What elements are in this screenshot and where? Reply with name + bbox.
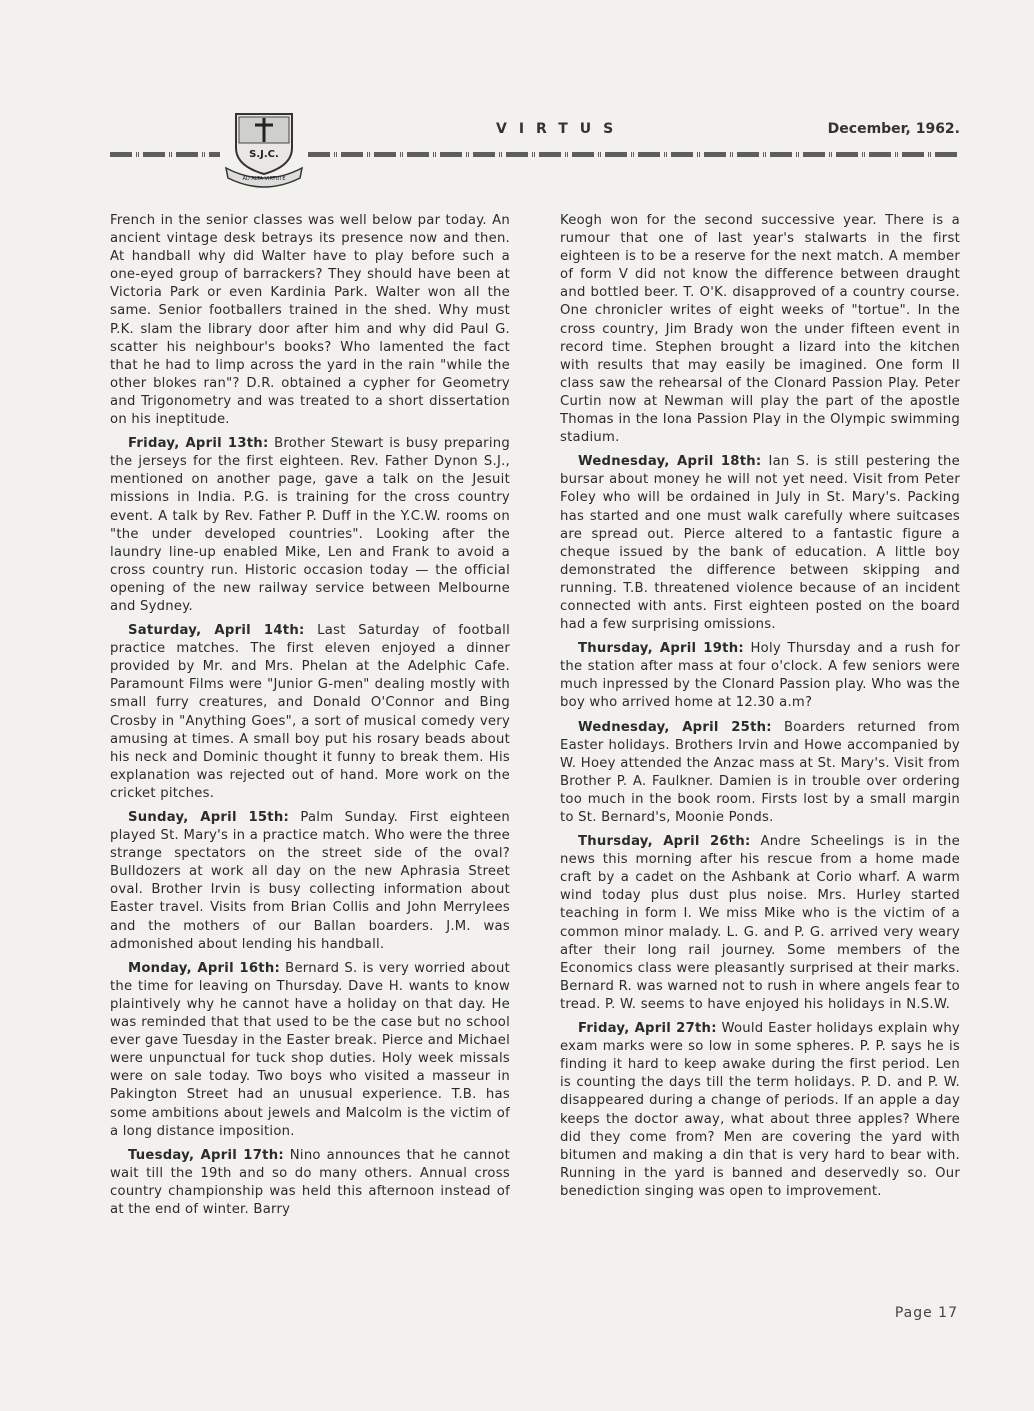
entry-text: Holy Thursday and a rush for the station after mass at four o'clock. A few seniors were much inpressed by the Clonard Passion play. Who was the boy who arrived home at 12.30 a.m?: [560, 641, 960, 711]
left-column: [110, 212, 510, 1225]
diary-entry: [110, 809, 510, 954]
entry-date: Friday, April 13th:: [128, 436, 269, 452]
entry-date: Thursday, April 19th:: [578, 641, 744, 657]
entry-date: Friday, April 27th:: [578, 1021, 717, 1037]
diary-entry: [110, 1147, 510, 1219]
header-rule-right: [308, 152, 960, 157]
entry-date: Thursday, April 26th:: [578, 834, 751, 850]
publication-title: VIRTUS: [496, 121, 626, 137]
crest-initials: S.J.C.: [249, 149, 279, 160]
entry-text: Brother Stewart is busy preparing the jerseys for the first eighteen. Rev. Father Dynon S.J., mentioned on another page, gave a talk on the Jesuit missions in India. P.G. is training for the cross country event. A talk by Rev. Father P. Duff in the Y.C.W. rooms on "the under developed countries". Looking after the laundry line-up enabled Mike, Len and Frank to avoid a cross country run. Historic occasion today — the official opening of the new railway service between Melbourne and Sydney.: [110, 436, 510, 614]
entry-text: Nino announces that he cannot wait till the 19th and so do many others. Annual cross country championship was held this afternoon instead of at the end of winter. Barry: [110, 1147, 510, 1217]
school-crest-icon: [222, 108, 306, 188]
entry-text: Bernard S. is very worried about the time for leaving on Thursday. Dave H. wants to know plaintively why he cannot have a holiday on that day. He was reminded that that used to be the case but no school ever gave Tuesday in the Easter break. Pierce and Michael were unpunctual for tuck shop duties. Holy week missals were on sale today. Two boys who visited a masseur in Pakington Street had an unusual experience. T.B. has some ambitions about jewels and Malcolm is the victim of a long distance imposition.: [110, 960, 510, 1139]
entry-text: Boarders returned from Easter holidays. Brothers Irvin and Howe accompanied by W. Hoey attended the Anzac mass at St. Mary's. Visit from Brother P. A. Faulkner. Damien is in trouble over ordering too much in the book room. Firsts lost by a small margin to St. Bernard's, Moonie Ponds.: [560, 719, 960, 825]
issue-date: December, 1962.: [827, 121, 960, 137]
entry-date: Sunday, April 15th:: [128, 810, 290, 825]
entry-date: Wednesday, April 18th:: [578, 454, 762, 470]
diary-entry: [560, 453, 960, 634]
entry-text: Ian S. is still pestering the bursar about money he will not yet need. Visit from Peter Foley who will be ordained in July in St. Mary's. Packing has started and one must walk carefully where suitcases are spread out. Pierce altered to a fantastic figure a cheque issued by the bank of education. A little boy demonstrated the difference between skipping and running. T.B. threatened violence because of an incident connected with ants. First eighteen posted on the board had a few surprising omissions.: [560, 454, 960, 633]
entry-date: Saturday, April 14th:: [128, 623, 305, 639]
diary-entry: [560, 719, 960, 828]
entry-date: Wednesday, April 25th:: [578, 719, 772, 735]
entry-text: Palm Sunday. First eighteen played St. Mary's in a practice match. Who were the three strange spectators on the street side of the oval? Bulldozers at work all day on the new Aphrasia Street oval. Brother Irvin is busy collecting information about Easter travel. Visits from Brian Collis and John Merrylees and the mothers of our Ballan boarders. J.M. was admonished about lending his handball.: [110, 810, 511, 952]
entry-text: Andre Scheelings is in the news this morning after his rescue from a home made craft by a cadet on the Ashbank at Corio wharf. A warm wind today plus dust plus noise. Mrs. Hurley started teaching in form I. We miss Mike who is the victim of a common minor malady. L. G. and P. G. arrived very weary after their long rail journey. Some members of the Economics class were pleasantly surprised at their marks. Bernard R. was warned not to rush in where angels fear to tread. P. W. seems to have enjoyed his holidays in N.S.W.: [560, 834, 960, 1012]
diary-entry: [110, 960, 510, 1141]
crest-motto: AD ALTA VIRTUTE: [242, 176, 286, 182]
header-rule-left: [110, 152, 220, 157]
diary-entry: [560, 1020, 960, 1201]
right-column-opening: Keogh won for the second successive year. There is a rumour that one of last year's stalwarts in the first eighteen is to be a reserve for the next match. A member of form V did not know the difference between draught and bottled beer. T. O'K. disapproved of a country course. One chronicler writes of eight weeks of "tortue". In the cross country, Jim Brady won the under fifteen event in record time. Stephen brought a lizard into the kitchen with results that may easily be imagined. One form II class saw the rehearsal of the Clonard Passion Play. Peter Curtin now at Newman will play the part of the apostle Thomas in the Iona Passion Play in the Olympic swimming stadium.: [560, 213, 960, 446]
diary-entry: [560, 833, 960, 1014]
right-column: [560, 212, 960, 1207]
entry-text: Would Easter holidays explain why exam marks were so low in some spheres. P. P. says he is finding it hard to keep awake during the first period. Len is counting the days till the term holidays. P. D. and P. W. disappeared during a change of periods. If an apple a day keeps the doctor away, what about three apples? Where did they come from? Men are covering the yard with bitumen and making a din that is very hard to bear with. Running in the yard is banned and deservedly so. Our benediction singing was open to improvement.: [560, 1021, 960, 1199]
diary-entry: [560, 640, 960, 712]
diary-entry: [110, 435, 510, 616]
entry-date: Monday, April 16th:: [128, 960, 280, 976]
page-number: Page 17: [894, 1305, 958, 1321]
diary-entry: [110, 622, 510, 803]
entry-date: Tuesday, April 17th:: [128, 1147, 284, 1163]
entry-text: Last Saturday of football practice matches. The first eleven enjoyed a dinner provided by Mr. and Mrs. Phelan at the Adelphic Cafe. Paramount Films were "Junior G-men" dealing mostly with small furry creatures, and Donald O'Connor and Bing Crosby in "Anything Goes", a sort of musical comedy very amusing at times. A small boy put his rosary beads about his neck and Dominic thought it funny to break them. His explanation was rejected out of hand. More work on the cricket pitches.: [110, 623, 510, 801]
left-column-opening: French in the senior classes was well below par today. An ancient vintage desk betrays its presence now and then. At handball why did Walter have to play before such a one-eyed group of barrackers? They should have been at Victoria Park or even Kardinia Park. Walter won all the same. Senior footballers trained in the shed. Why must P.K. slam the library door after him and why did Paul G. scatter his neighbour's books? Who lamented the fact that he had to limp across the yard in the rain "while the other blokes ran"? D.R. obtained a cypher for Geometry and Trigonometry and was treated to a short dissertation on his ineptitude.: [110, 213, 510, 428]
